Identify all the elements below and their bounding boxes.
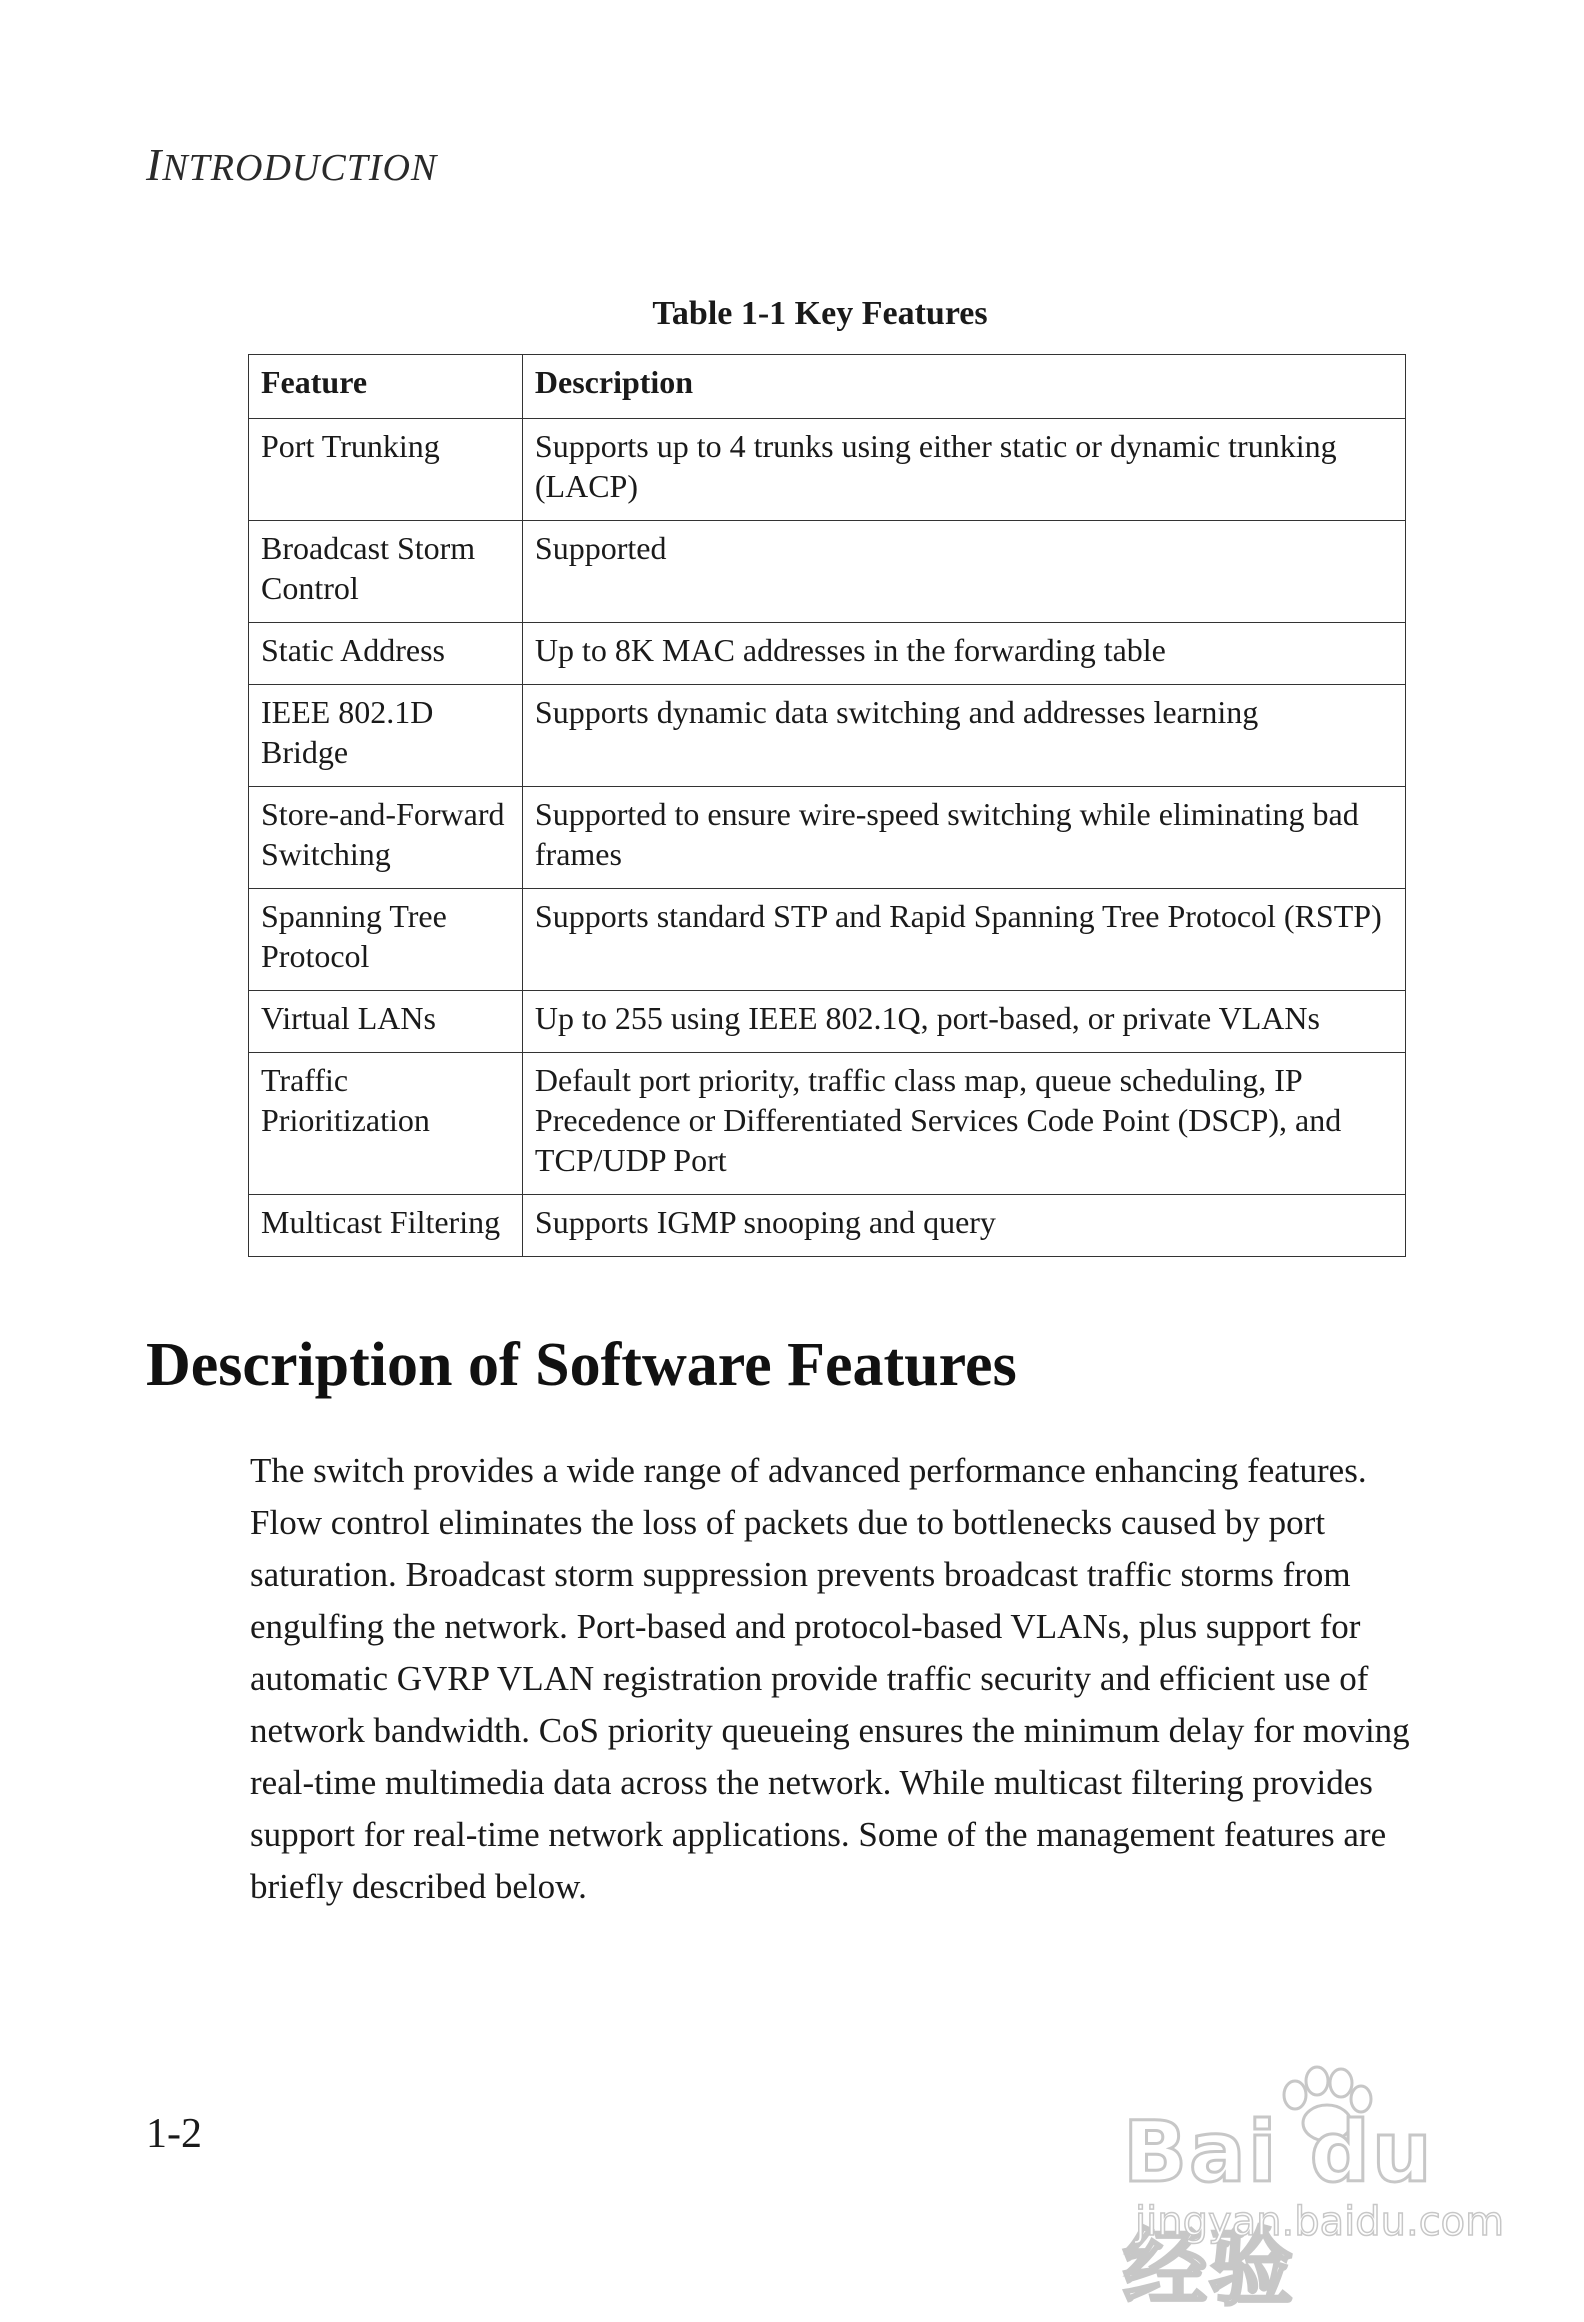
running-head-rest: NTRODUCTION	[162, 147, 438, 189]
table-row	[249, 419, 1406, 521]
description-cell: Supported to ensure wire-speed switching while eliminating bad frames	[522, 787, 1405, 889]
description-cell: Supports dynamic data switching and addresses learning	[522, 685, 1405, 787]
feature-cell: Multicast Filtering	[249, 1195, 523, 1257]
feature-cell: Virtual LANs	[249, 991, 523, 1053]
description-cell: Up to 8K MAC addresses in the forwarding table	[522, 623, 1405, 685]
column-header-feature: Feature	[249, 355, 523, 419]
table-row	[249, 623, 1406, 685]
feature-cell: Traffic Prioritization	[249, 1053, 523, 1195]
section-body-paragraph: The switch provides a wide range of advanced performance enhancing features. Flow control eliminates the loss of packets due to bottlenecks caused by port saturation. Broadcast storm suppression prevents broadcast traffic storms from engulfing the network. Port-based and protocol-based VLANs, plus support for automatic GVRP VLAN registration provide traffic security and efficient use of network bandwidth. CoS priority queueing ensures the minimum delay for moving real-time multimedia data across the network. While multicast filtering provides support for real-time network applications. Some of the management features are briefly described below.	[250, 1451, 1410, 1906]
description-cell: Up to 255 using IEEE 802.1Q, port-based, or private VLANs	[522, 991, 1405, 1053]
description-cell: Default port priority, traffic class map, queue scheduling, IP Precedence or Differentiated Services Code Point (DSCP), and TCP/UDP Port	[522, 1053, 1405, 1195]
feature-cell: Store-and-Forward Switching	[249, 787, 523, 889]
feature-cell: Spanning Tree Protocol	[249, 889, 523, 991]
table-row	[249, 1195, 1406, 1257]
feature-cell: Static Address	[249, 623, 523, 685]
feature-cell: Broadcast Storm Control	[249, 521, 523, 623]
table-row	[249, 889, 1406, 991]
section-title: Description of Software Features	[146, 1331, 1017, 1399]
table-row	[249, 1053, 1406, 1195]
page-number: 1-2	[146, 2111, 202, 2157]
key-features-table	[248, 354, 1406, 1257]
column-header-description: Description	[522, 355, 1405, 419]
description-cell: Supports up to 4 trunks using either static or dynamic trunking (LACP)	[522, 419, 1405, 521]
table-caption: Table 1-1 Key Features	[652, 295, 988, 332]
baidu-jingyan-watermark	[1115, 2065, 1505, 2317]
table-header-row	[249, 355, 1406, 419]
description-cell: Supports IGMP snooping and query	[522, 1195, 1405, 1257]
running-head-initial: I	[146, 139, 163, 190]
description-cell: Supported	[522, 521, 1405, 623]
table-row	[249, 685, 1406, 787]
watermark-url: jingyan.baidu.com	[1135, 2199, 1505, 2245]
table-row	[249, 787, 1406, 889]
feature-cell: Port Trunking	[249, 419, 523, 521]
description-cell: Supports standard STP and Rapid Spanning Tree Protocol (RSTP)	[522, 889, 1405, 991]
watermark-logo-text: Bai du 经验	[1123, 2103, 1434, 2317]
table-row	[249, 521, 1406, 623]
feature-cell: IEEE 802.1D Bridge	[249, 685, 523, 787]
running-head	[146, 138, 437, 191]
table-row	[249, 991, 1406, 1053]
